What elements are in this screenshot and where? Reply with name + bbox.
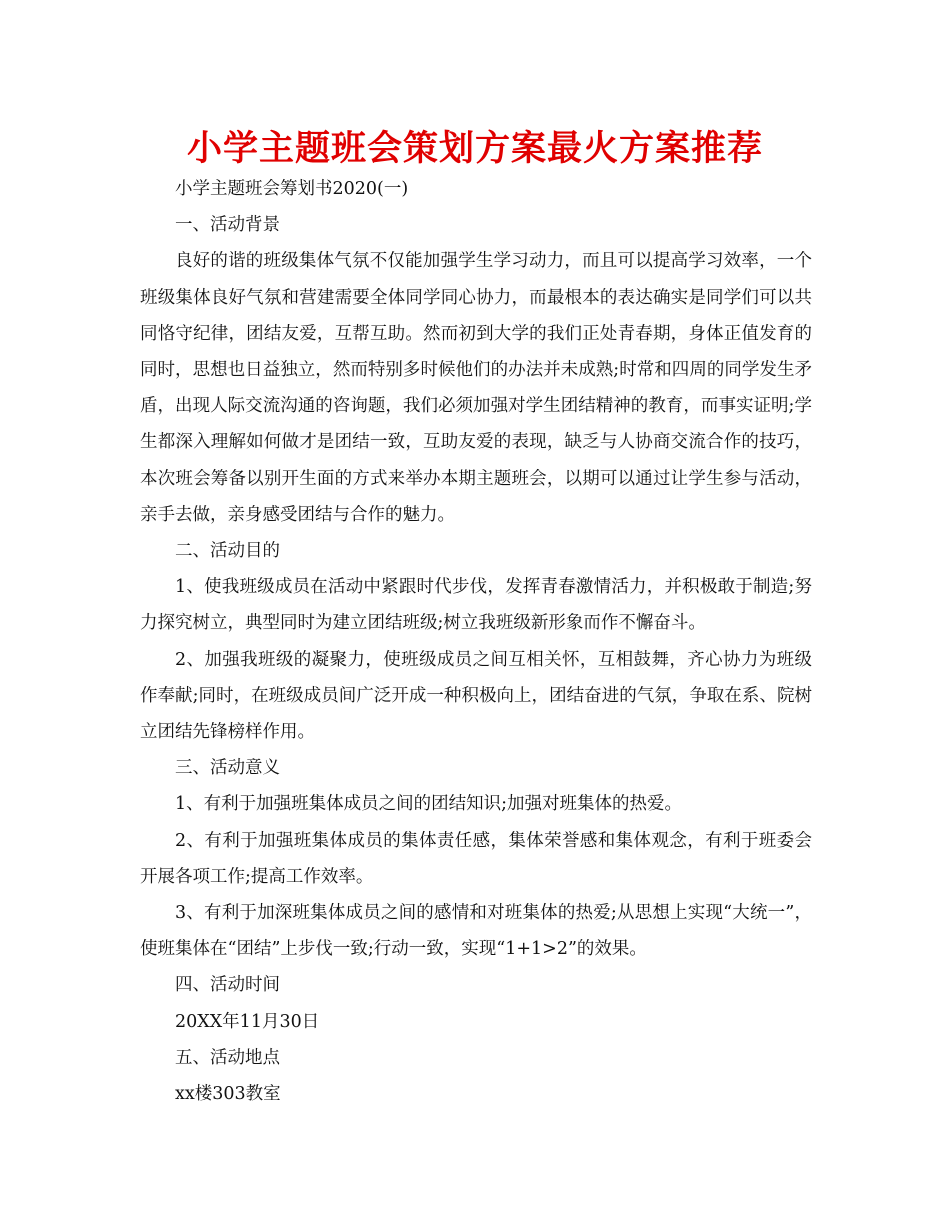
section-heading-significance: 三、活动意义 <box>175 758 280 779</box>
purpose-paragraph-2: 2、加强我班级的凝聚力，使班级成员之间互相关怀，互相鼓舞，齐心协力为班级作奉献;同时，在班级成员间广泛开成一种积极向上，团结奋进的气氛，争取在系、院树立团结先锋榜样作用。 <box>140 649 812 743</box>
section-heading-background: 一、活动背景 <box>175 215 280 236</box>
background-paragraph: 良好的谐的班级集体气氛不仅能加强学生学习动力，而且可以提高学习效率，一个班级集体良好气氛和营建需要全体同学同心协力，而最根本的表达确实是同学们可以共同恪守纪律，团结友爱，互帮互助。然而初到大学的我们正处青春期，身体正值发育的同时，思想也日益独立，然而特别多时候他们的办法并未成熟;时常和四周的同学发生矛盾，出现人际交流沟通的咨询题，我们必须加强对学生团结精神的教育，而事实证明;学生都深入理解如何做才是团结一致，互助友爱的表现，缺乏与人协商交流合作的技巧，本次班会筹备以别开生面的方式来举办本期主题班会，以期可以通过让学生参与活动，亲手去做，亲身感受团结与合作的魅力。 <box>140 251 812 525</box>
section-heading-location: 五、活动地点 <box>175 1047 280 1068</box>
significance-paragraph-2: 2、有利于加强班集体成员的集体责任感，集体荣誉感和集体观念，有利于班委会开展各项工作;提高工作效率。 <box>140 830 812 887</box>
document-subtitle: 小学主题班会筹划书2020(一) <box>175 179 409 199</box>
significance-paragraph-3: 3、有利于加深班集体成员之间的感情和对班集体的热爱;从思想上实现“大统一”，使班集体在“团结”上步伐一致;行动一致，实现“1+1>2”的效果。 <box>140 903 812 960</box>
document-body <box>140 171 812 1112</box>
section-heading-purpose: 二、活动目的 <box>175 541 280 562</box>
section-heading-time: 四、活动时间 <box>175 975 280 996</box>
activity-location: xx楼303教室 <box>175 1084 281 1105</box>
purpose-paragraph-1: 1、使我班级成员在活动中紧跟时代步伐，发挥青春激情活力，并积极敢于制造;努力探究树立，典型同时为建立团结班级;树立我班级新形象而作不懈奋斗。 <box>140 577 812 634</box>
document-title: 小学主题班会策划方案最火方案推荐 <box>186 129 763 169</box>
activity-date: 20XX年11月30日 <box>175 1011 320 1032</box>
significance-paragraph-1: 1、有利于加强班集体成员之间的团结知识;加强对班集体的热爱。 <box>175 794 683 815</box>
